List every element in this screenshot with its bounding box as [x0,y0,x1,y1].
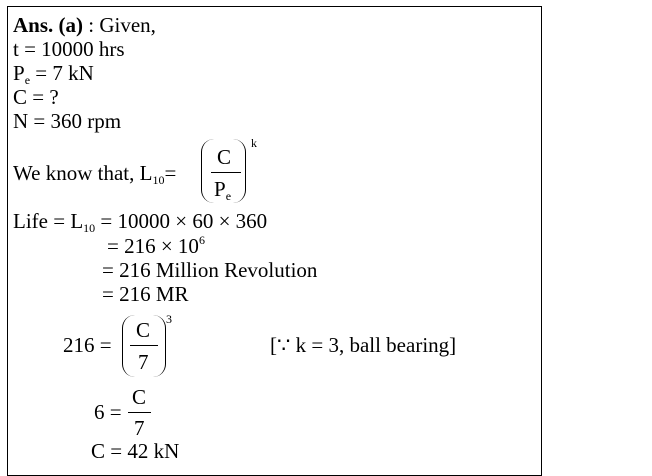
cube-exponent: 3 [166,312,172,326]
root-fraction-bar [128,412,151,413]
given-label: : Given, [83,13,156,37]
given-load: $P_e = 7$ kN [13,61,94,87]
formula-denominator: $P_e$ [214,177,232,203]
life-line-2: = $216 \times 10^6$ [107,233,205,258]
cube-lhs: 216 = [63,333,112,357]
life-line-1: Life = $L_{10} = 10000 \times 60 \times 360$ [13,209,268,235]
right-paren [233,139,246,203]
cube-right-paren [153,315,166,377]
life-line-4: = 216 MR [102,282,189,306]
formula-exponent: k [251,136,257,150]
cube-left-paren [122,315,135,377]
answer-heading [13,15,156,36]
answer-label: Ans. (a) [13,13,84,37]
formula-lead: We know that, $L_{10}=$ [13,161,177,187]
given-speed: N = 360 rpm [13,109,122,133]
formula-numerator: C [217,145,232,169]
root-lhs: 6 = [94,400,122,424]
cube-numerator: C [136,318,151,342]
bearing-note: [∵ k = 3, ball bearing] [270,333,457,357]
final-result: C = 42 kN [91,439,180,463]
given-time: t = 10000 hrs [13,37,125,61]
root-denominator: 7 [134,416,145,440]
cube-denominator: 7 [138,350,149,374]
root-numerator: C [132,385,147,409]
answer-box [7,6,542,476]
left-paren [201,139,214,203]
life-line-3: = 216 Million Revolution [102,258,318,282]
given-capacity: C = ? [13,85,59,109]
